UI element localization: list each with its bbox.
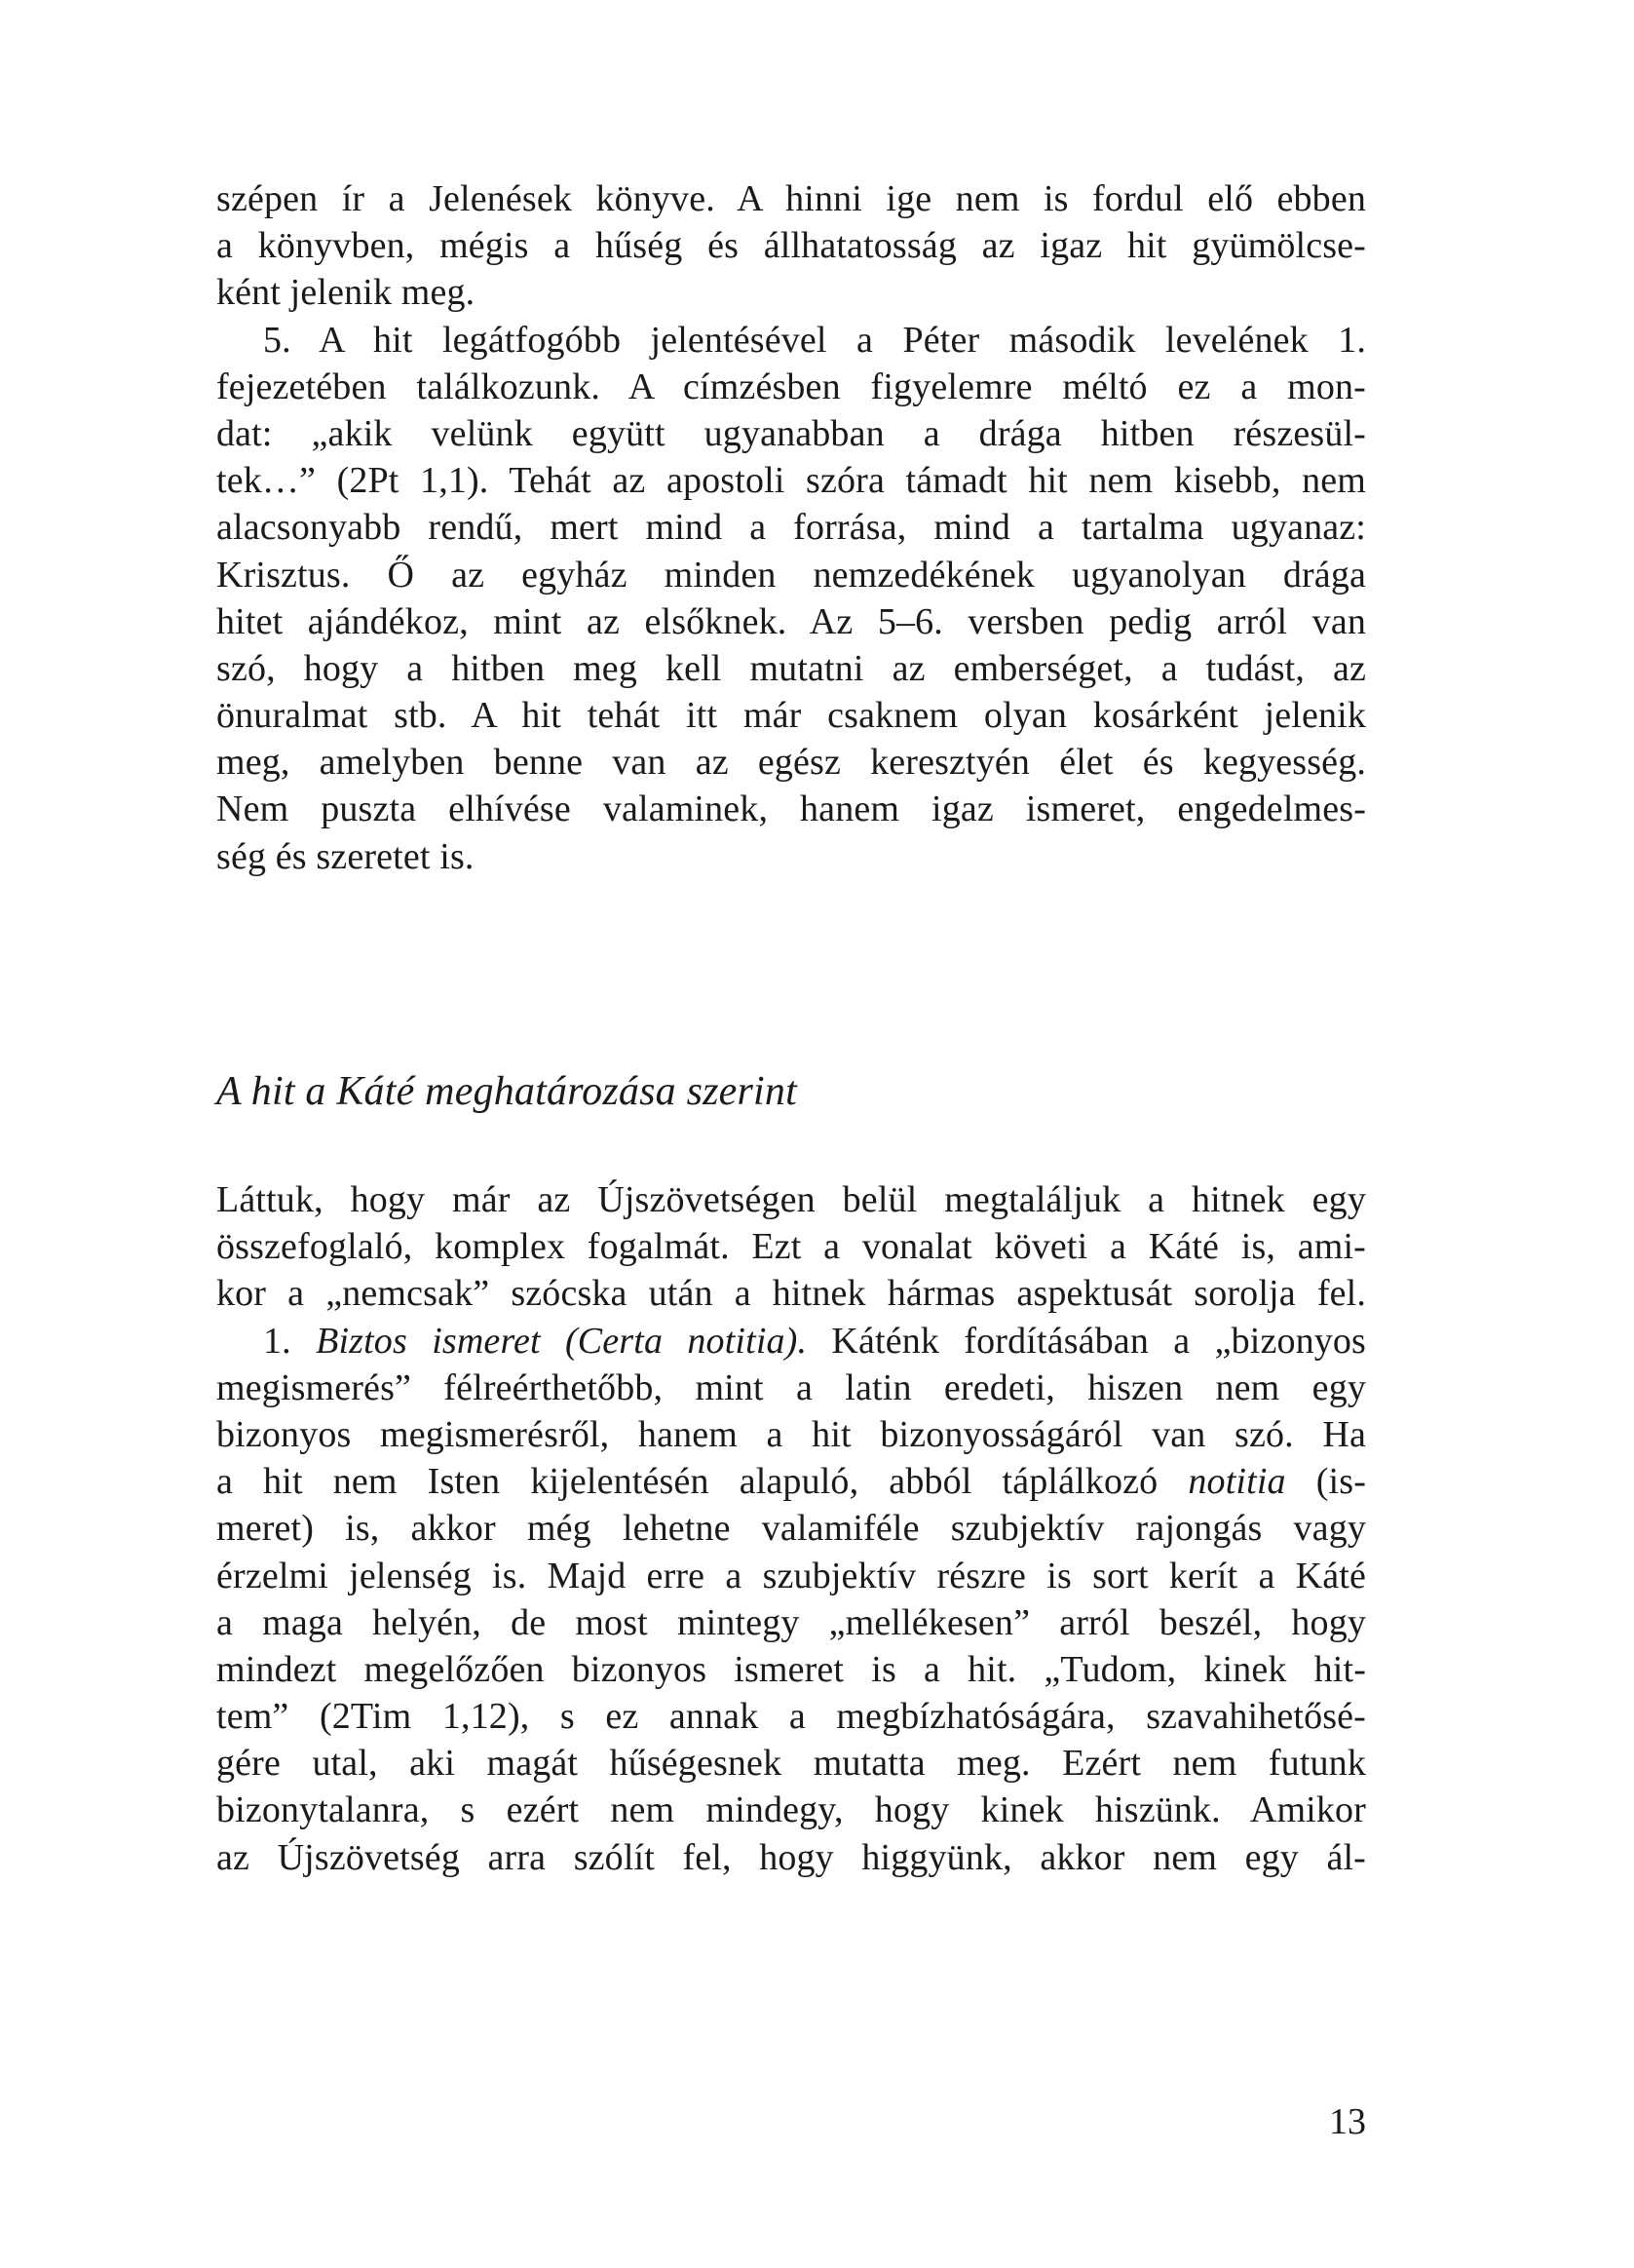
- text-line: a könyvben, mégis a hűség és állhatatosság az igaz hit gyümölcse-: [216, 225, 1366, 267]
- item-title-italic: Biztos ismeret (Certa notitia).: [316, 1320, 808, 1362]
- page-number: 13: [1329, 2101, 1366, 2142]
- text-line: dat: „akik velünk együtt ugyanabban a drága hitben részesül-: [216, 412, 1366, 454]
- text-line: önuralmat stb. A hit tehát itt már csaknem olyan kosárként jelenik: [216, 695, 1366, 737]
- text-line: meg, amelyben benne van az egész keresztyén élet és kegyesség.: [216, 742, 1366, 784]
- text-line: hitet ajándékoz, mint az elsőknek. Az 5–6. versben pedig arról van: [216, 600, 1366, 642]
- text-line: az Újszövetség arra szólít fel, hogy higgyünk, akkor nem egy ál-: [216, 1836, 1366, 1878]
- item-text: Káténk fordításában a „bizonyos: [807, 1320, 1366, 1362]
- text-line: bizonyos megismerésről, hanem a hit bizonyosságáról van szó. Ha: [216, 1413, 1366, 1455]
- body-text-section-1: [216, 175, 1366, 880]
- text-segment: a hit nem Isten kijelentésén alapuló, abból táplálkozó: [216, 1461, 1189, 1503]
- text-line: meret) is, akkor még lehetne valamiféle szubjektív rajongás vagy: [216, 1508, 1366, 1550]
- text-line: összefoglaló, komplex fogalmát. Ezt a vonalat követi a Káté is, ami-: [216, 1226, 1366, 1268]
- text-line: tek…” (2Pt 1,1). Tehát az apostoli szóra támadt hit nem kisebb, nem: [216, 460, 1366, 502]
- text-line-notitia: [216, 1458, 1366, 1505]
- text-line: érzelmi jelenség is. Majd erre a szubjektív részre is sort kerít a Káté: [216, 1555, 1366, 1596]
- text-line: Nem puszta elhívése valaminek, hanem igaz ismeret, engedelmes-: [216, 788, 1366, 830]
- text-line: alacsonyabb rendű, mert mind a forrása, mind a tartalma ugyanaz:: [216, 507, 1366, 549]
- term-italic: notitia: [1188, 1461, 1286, 1503]
- text-line: mindezt megelőzően bizonyos ismeret is a hit. „Tudom, kinek hit-: [216, 1648, 1366, 1690]
- section-heading: A hit a Káté meghatározása szerint: [216, 1069, 797, 1114]
- text-line: fejezetében találkozunk. A címzésben figyelemre méltó ez a mon-: [216, 365, 1366, 407]
- text-segment: (is-: [1285, 1461, 1366, 1503]
- text-line: Krisztus. Ő az egyház minden nemzedékének ugyanolyan drága: [216, 554, 1366, 596]
- text-line-item-1: [216, 1318, 1366, 1365]
- text-line: kor a „nemcsak” szócska után a hitnek hármas aspektusát sorolja fel.: [216, 1273, 1366, 1315]
- text-line: ként jelenik meg.: [216, 272, 475, 314]
- text-line: a maga helyén, de most mintegy „mellékesen” arról beszél, hogy: [216, 1601, 1366, 1643]
- text-line: 5. A hit legátfogóbb jelentésével a Péter második levelének 1.: [263, 319, 1366, 361]
- text-line: ség és szeretet is.: [216, 835, 475, 877]
- text-line: megismerés” félreérthetőbb, mint a latin eredeti, hiszen nem egy: [216, 1366, 1366, 1408]
- body-text-section-2: [216, 1176, 1366, 1881]
- text-line: Láttuk, hogy már az Újszövetségen belül megtaláljuk a hitnek egy: [216, 1179, 1366, 1220]
- text-line: bizonytalanra, s ezért nem mindegy, hogy kinek hiszünk. Amikor: [216, 1789, 1366, 1831]
- text-line: gére utal, aki magát hűségesnek mutatta meg. Ezért nem futunk: [216, 1743, 1366, 1785]
- text-line: szó, hogy a hitben meg kell mutatni az emberséget, a tudást, az: [216, 647, 1366, 689]
- item-number: 1.: [263, 1320, 317, 1362]
- text-line: tem” (2Tim 1,12), s ez annak a megbízhatóságára, szavahihetősé-: [216, 1696, 1366, 1738]
- text-line: szépen ír a Jelenések könyve. A hinni ige nem is fordul elő ebben: [216, 178, 1366, 219]
